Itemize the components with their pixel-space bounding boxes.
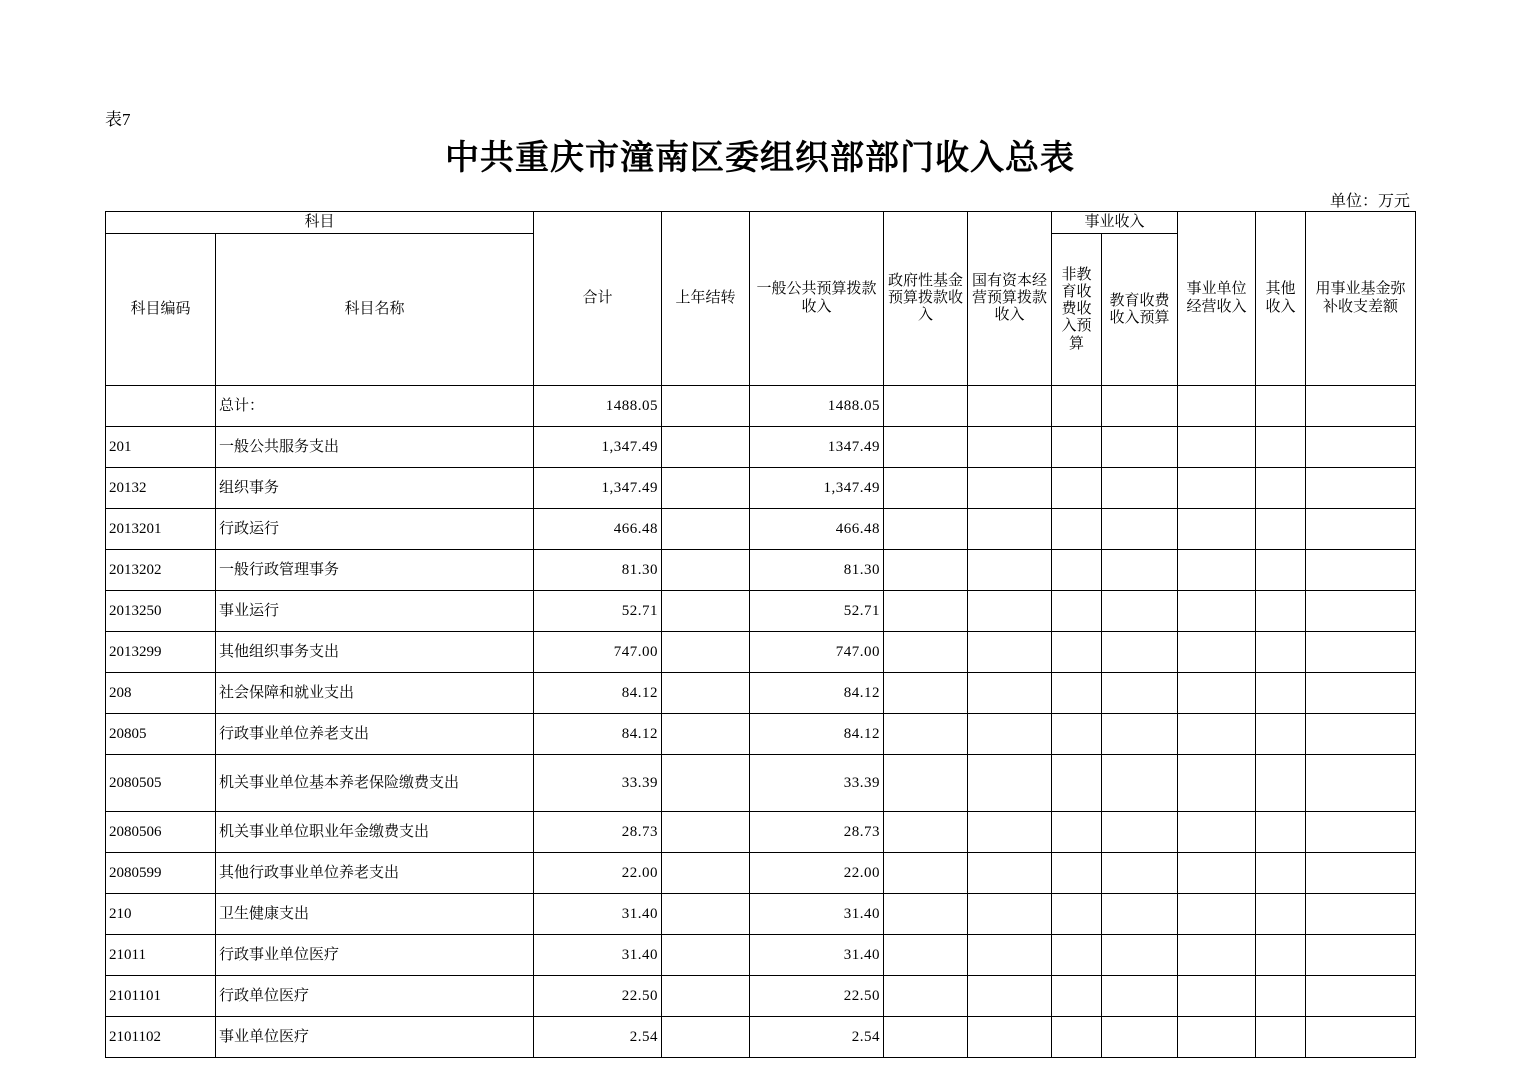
cell-gov-fund-budget — [884, 386, 968, 427]
cell-carryover — [662, 853, 750, 894]
cell-fund-offset — [1306, 386, 1416, 427]
cell-fund-offset — [1306, 591, 1416, 632]
cell-carryover — [662, 468, 750, 509]
cell-total: 1488.05 — [534, 386, 662, 427]
cell-operating-income — [1178, 894, 1256, 935]
cell-operating-income — [1178, 812, 1256, 853]
cell-fund-offset — [1306, 853, 1416, 894]
cell-non-edu-fee — [1052, 755, 1102, 812]
cell-carryover — [662, 427, 750, 468]
header-subject-group: 科目 — [106, 212, 534, 234]
cell-general-public-budget: 31.40 — [750, 894, 884, 935]
cell-edu-fee — [1102, 591, 1178, 632]
cell-other-income — [1256, 755, 1306, 812]
cell-gov-fund-budget — [884, 935, 968, 976]
cell-gov-fund-budget — [884, 550, 968, 591]
sheet-label: 表7 — [105, 110, 131, 129]
cell-edu-fee — [1102, 853, 1178, 894]
cell-gov-fund-budget — [884, 509, 968, 550]
cell-subject-name: 事业单位医疗 — [216, 1017, 534, 1058]
cell-non-edu-fee — [1052, 673, 1102, 714]
table-header — [106, 212, 1416, 386]
cell-subject-code: 21011 — [106, 935, 216, 976]
cell-total: 22.50 — [534, 976, 662, 1017]
cell-total: 747.00 — [534, 632, 662, 673]
cell-state-capital-budget — [968, 591, 1052, 632]
cell-edu-fee — [1102, 673, 1178, 714]
cell-operating-income — [1178, 714, 1256, 755]
cell-other-income — [1256, 550, 1306, 591]
cell-non-edu-fee — [1052, 976, 1102, 1017]
cell-state-capital-budget — [968, 632, 1052, 673]
cell-subject-code: 2013250 — [106, 591, 216, 632]
cell-non-edu-fee — [1052, 427, 1102, 468]
cell-non-edu-fee — [1052, 714, 1102, 755]
table-row — [106, 509, 1416, 550]
cell-other-income — [1256, 976, 1306, 1017]
cell-subject-code: 20805 — [106, 714, 216, 755]
cell-subject-name: 一般公共服务支出 — [216, 427, 534, 468]
cell-state-capital-budget — [968, 894, 1052, 935]
cell-edu-fee — [1102, 755, 1178, 812]
cell-fund-offset — [1306, 755, 1416, 812]
cell-fund-offset — [1306, 1017, 1416, 1058]
cell-general-public-budget: 1488.05 — [750, 386, 884, 427]
cell-other-income — [1256, 427, 1306, 468]
cell-non-edu-fee — [1052, 935, 1102, 976]
cell-operating-income — [1178, 935, 1256, 976]
cell-subject-name: 机关事业单位基本养老保险缴费支出 — [216, 755, 534, 812]
cell-total: 28.73 — [534, 812, 662, 853]
cell-non-edu-fee — [1052, 386, 1102, 427]
cell-total: 466.48 — [534, 509, 662, 550]
cell-subject-code: 2101102 — [106, 1017, 216, 1058]
cell-general-public-budget: 466.48 — [750, 509, 884, 550]
cell-general-public-budget: 28.73 — [750, 812, 884, 853]
cell-gov-fund-budget — [884, 755, 968, 812]
cell-non-edu-fee — [1052, 894, 1102, 935]
cell-non-edu-fee — [1052, 591, 1102, 632]
header-non-edu-fee-budget: 非教育收费收入预算 — [1052, 234, 1102, 386]
cell-carryover — [662, 591, 750, 632]
cell-carryover — [662, 714, 750, 755]
cell-other-income — [1256, 591, 1306, 632]
table-row — [106, 632, 1416, 673]
cell-operating-income — [1178, 755, 1256, 812]
cell-subject-code — [106, 386, 216, 427]
header-subject-code: 科目编码 — [106, 234, 216, 386]
table-row — [106, 714, 1416, 755]
header-edu-fee-budget: 教育收费收入预算 — [1102, 234, 1178, 386]
header-subject-name: 科目名称 — [216, 234, 534, 386]
cell-non-edu-fee — [1052, 509, 1102, 550]
cell-edu-fee — [1102, 386, 1178, 427]
cell-gov-fund-budget — [884, 714, 968, 755]
cell-edu-fee — [1102, 935, 1178, 976]
cell-subject-name: 机关事业单位职业年金缴费支出 — [216, 812, 534, 853]
cell-gov-fund-budget — [884, 468, 968, 509]
cell-general-public-budget: 747.00 — [750, 632, 884, 673]
cell-subject-name: 其他行政事业单位养老支出 — [216, 853, 534, 894]
table-row — [106, 935, 1416, 976]
cell-fund-offset — [1306, 894, 1416, 935]
cell-subject-name: 卫生健康支出 — [216, 894, 534, 935]
cell-subject-name: 总计： — [216, 386, 534, 427]
cell-state-capital-budget — [968, 468, 1052, 509]
cell-state-capital-budget — [968, 853, 1052, 894]
cell-subject-name: 其他组织事务支出 — [216, 632, 534, 673]
cell-carryover — [662, 386, 750, 427]
cell-fund-offset — [1306, 427, 1416, 468]
cell-general-public-budget: 2.54 — [750, 1017, 884, 1058]
table-row — [106, 427, 1416, 468]
table-row — [106, 894, 1416, 935]
budget-income-table — [105, 211, 1416, 1058]
cell-non-edu-fee — [1052, 550, 1102, 591]
unit-label: 单位：万元 — [1329, 193, 1410, 210]
cell-gov-fund-budget — [884, 427, 968, 468]
cell-state-capital-budget — [968, 976, 1052, 1017]
header-row-1 — [106, 212, 1416, 234]
cell-other-income — [1256, 853, 1306, 894]
cell-carryover — [662, 812, 750, 853]
header-fund-offset: 用事业基金弥补收支差额 — [1306, 212, 1416, 386]
cell-gov-fund-budget — [884, 632, 968, 673]
cell-fund-offset — [1306, 632, 1416, 673]
cell-general-public-budget: 1,347.49 — [750, 468, 884, 509]
cell-carryover — [662, 894, 750, 935]
cell-general-public-budget: 22.50 — [750, 976, 884, 1017]
cell-state-capital-budget — [968, 1017, 1052, 1058]
header-state-capital-budget: 国有资本经营预算拨款收入 — [968, 212, 1052, 386]
header-general-public-budget: 一般公共预算拨款收入 — [750, 212, 884, 386]
cell-subject-name: 行政运行 — [216, 509, 534, 550]
table-row — [106, 812, 1416, 853]
header-total: 合计 — [534, 212, 662, 386]
cell-operating-income — [1178, 976, 1256, 1017]
cell-total: 1,347.49 — [534, 427, 662, 468]
cell-operating-income — [1178, 468, 1256, 509]
cell-edu-fee — [1102, 509, 1178, 550]
header-business-unit-operating: 事业单位经营收入 — [1178, 212, 1256, 386]
cell-edu-fee — [1102, 468, 1178, 509]
cell-carryover — [662, 755, 750, 812]
cell-general-public-budget: 84.12 — [750, 673, 884, 714]
cell-general-public-budget: 52.71 — [750, 591, 884, 632]
cell-gov-fund-budget — [884, 1017, 968, 1058]
cell-total: 84.12 — [534, 714, 662, 755]
cell-edu-fee — [1102, 632, 1178, 673]
cell-carryover — [662, 632, 750, 673]
cell-other-income — [1256, 673, 1306, 714]
cell-subject-name: 行政单位医疗 — [216, 976, 534, 1017]
cell-subject-name: 一般行政管理事务 — [216, 550, 534, 591]
cell-total: 52.71 — [534, 591, 662, 632]
cell-state-capital-budget — [968, 509, 1052, 550]
cell-state-capital-budget — [968, 673, 1052, 714]
table-row — [106, 673, 1416, 714]
table-row — [106, 853, 1416, 894]
cell-non-edu-fee — [1052, 632, 1102, 673]
cell-general-public-budget: 81.30 — [750, 550, 884, 591]
cell-general-public-budget: 84.12 — [750, 714, 884, 755]
cell-edu-fee — [1102, 894, 1178, 935]
cell-gov-fund-budget — [884, 812, 968, 853]
cell-subject-name: 组织事务 — [216, 468, 534, 509]
cell-total: 22.00 — [534, 853, 662, 894]
cell-other-income — [1256, 386, 1306, 427]
cell-fund-offset — [1306, 468, 1416, 509]
cell-fund-offset — [1306, 976, 1416, 1017]
cell-subject-code: 2013201 — [106, 509, 216, 550]
cell-other-income — [1256, 509, 1306, 550]
cell-state-capital-budget — [968, 935, 1052, 976]
table-row — [106, 1017, 1416, 1058]
cell-operating-income — [1178, 550, 1256, 591]
cell-total: 2.54 — [534, 1017, 662, 1058]
cell-subject-code: 210 — [106, 894, 216, 935]
cell-gov-fund-budget — [884, 591, 968, 632]
cell-carryover — [662, 935, 750, 976]
cell-state-capital-budget — [968, 812, 1052, 853]
cell-gov-fund-budget — [884, 853, 968, 894]
cell-total: 31.40 — [534, 935, 662, 976]
cell-subject-code: 2080506 — [106, 812, 216, 853]
cell-general-public-budget: 1347.49 — [750, 427, 884, 468]
cell-fund-offset — [1306, 673, 1416, 714]
cell-other-income — [1256, 894, 1306, 935]
cell-operating-income — [1178, 386, 1256, 427]
cell-carryover — [662, 1017, 750, 1058]
cell-carryover — [662, 509, 750, 550]
cell-edu-fee — [1102, 550, 1178, 591]
table-row — [106, 755, 1416, 812]
header-business-income-group: 事业收入 — [1052, 212, 1178, 234]
header-carryover: 上年结转 — [662, 212, 750, 386]
cell-non-edu-fee — [1052, 853, 1102, 894]
table-row — [106, 591, 1416, 632]
cell-edu-fee — [1102, 427, 1178, 468]
cell-non-edu-fee — [1052, 468, 1102, 509]
cell-general-public-budget: 22.00 — [750, 853, 884, 894]
cell-non-edu-fee — [1052, 1017, 1102, 1058]
cell-carryover — [662, 673, 750, 714]
cell-edu-fee — [1102, 812, 1178, 853]
cell-state-capital-budget — [968, 755, 1052, 812]
table-body — [106, 386, 1416, 1058]
page-title: 中共重庆市潼南区委组织部部门收入总表 — [445, 138, 1075, 178]
cell-subject-name: 行政事业单位医疗 — [216, 935, 534, 976]
cell-operating-income — [1178, 853, 1256, 894]
cell-state-capital-budget — [968, 714, 1052, 755]
cell-operating-income — [1178, 427, 1256, 468]
table-row — [106, 386, 1416, 427]
cell-subject-code: 20132 — [106, 468, 216, 509]
cell-operating-income — [1178, 673, 1256, 714]
header-other-income: 其他收入 — [1256, 212, 1306, 386]
cell-fund-offset — [1306, 812, 1416, 853]
cell-subject-name: 社会保障和就业支出 — [216, 673, 534, 714]
table-row — [106, 468, 1416, 509]
cell-fund-offset — [1306, 714, 1416, 755]
cell-subject-code: 2080599 — [106, 853, 216, 894]
cell-subject-code: 2101101 — [106, 976, 216, 1017]
cell-operating-income — [1178, 509, 1256, 550]
cell-gov-fund-budget — [884, 894, 968, 935]
cell-non-edu-fee — [1052, 812, 1102, 853]
cell-state-capital-budget — [968, 427, 1052, 468]
header-gov-fund-budget: 政府性基金预算拨款收入 — [884, 212, 968, 386]
cell-operating-income — [1178, 591, 1256, 632]
cell-operating-income — [1178, 632, 1256, 673]
cell-general-public-budget: 33.39 — [750, 755, 884, 812]
cell-subject-name: 事业运行 — [216, 591, 534, 632]
cell-subject-code: 2013202 — [106, 550, 216, 591]
cell-gov-fund-budget — [884, 673, 968, 714]
cell-edu-fee — [1102, 976, 1178, 1017]
cell-total: 33.39 — [534, 755, 662, 812]
cell-total: 1,347.49 — [534, 468, 662, 509]
budget-table-wrapper — [105, 211, 1415, 1058]
cell-subject-code: 201 — [106, 427, 216, 468]
cell-operating-income — [1178, 1017, 1256, 1058]
cell-state-capital-budget — [968, 386, 1052, 427]
cell-other-income — [1256, 935, 1306, 976]
cell-edu-fee — [1102, 714, 1178, 755]
cell-other-income — [1256, 714, 1306, 755]
cell-general-public-budget: 31.40 — [750, 935, 884, 976]
cell-state-capital-budget — [968, 550, 1052, 591]
cell-gov-fund-budget — [884, 976, 968, 1017]
cell-carryover — [662, 550, 750, 591]
cell-carryover — [662, 976, 750, 1017]
cell-subject-code: 208 — [106, 673, 216, 714]
table-row — [106, 976, 1416, 1017]
cell-other-income — [1256, 468, 1306, 509]
cell-edu-fee — [1102, 1017, 1178, 1058]
table-row — [106, 550, 1416, 591]
cell-subject-name: 行政事业单位养老支出 — [216, 714, 534, 755]
cell-total: 81.30 — [534, 550, 662, 591]
cell-other-income — [1256, 1017, 1306, 1058]
cell-fund-offset — [1306, 935, 1416, 976]
cell-subject-code: 2013299 — [106, 632, 216, 673]
cell-subject-code: 2080505 — [106, 755, 216, 812]
cell-fund-offset — [1306, 509, 1416, 550]
cell-total: 84.12 — [534, 673, 662, 714]
cell-fund-offset — [1306, 550, 1416, 591]
cell-total: 31.40 — [534, 894, 662, 935]
cell-other-income — [1256, 812, 1306, 853]
cell-other-income — [1256, 632, 1306, 673]
